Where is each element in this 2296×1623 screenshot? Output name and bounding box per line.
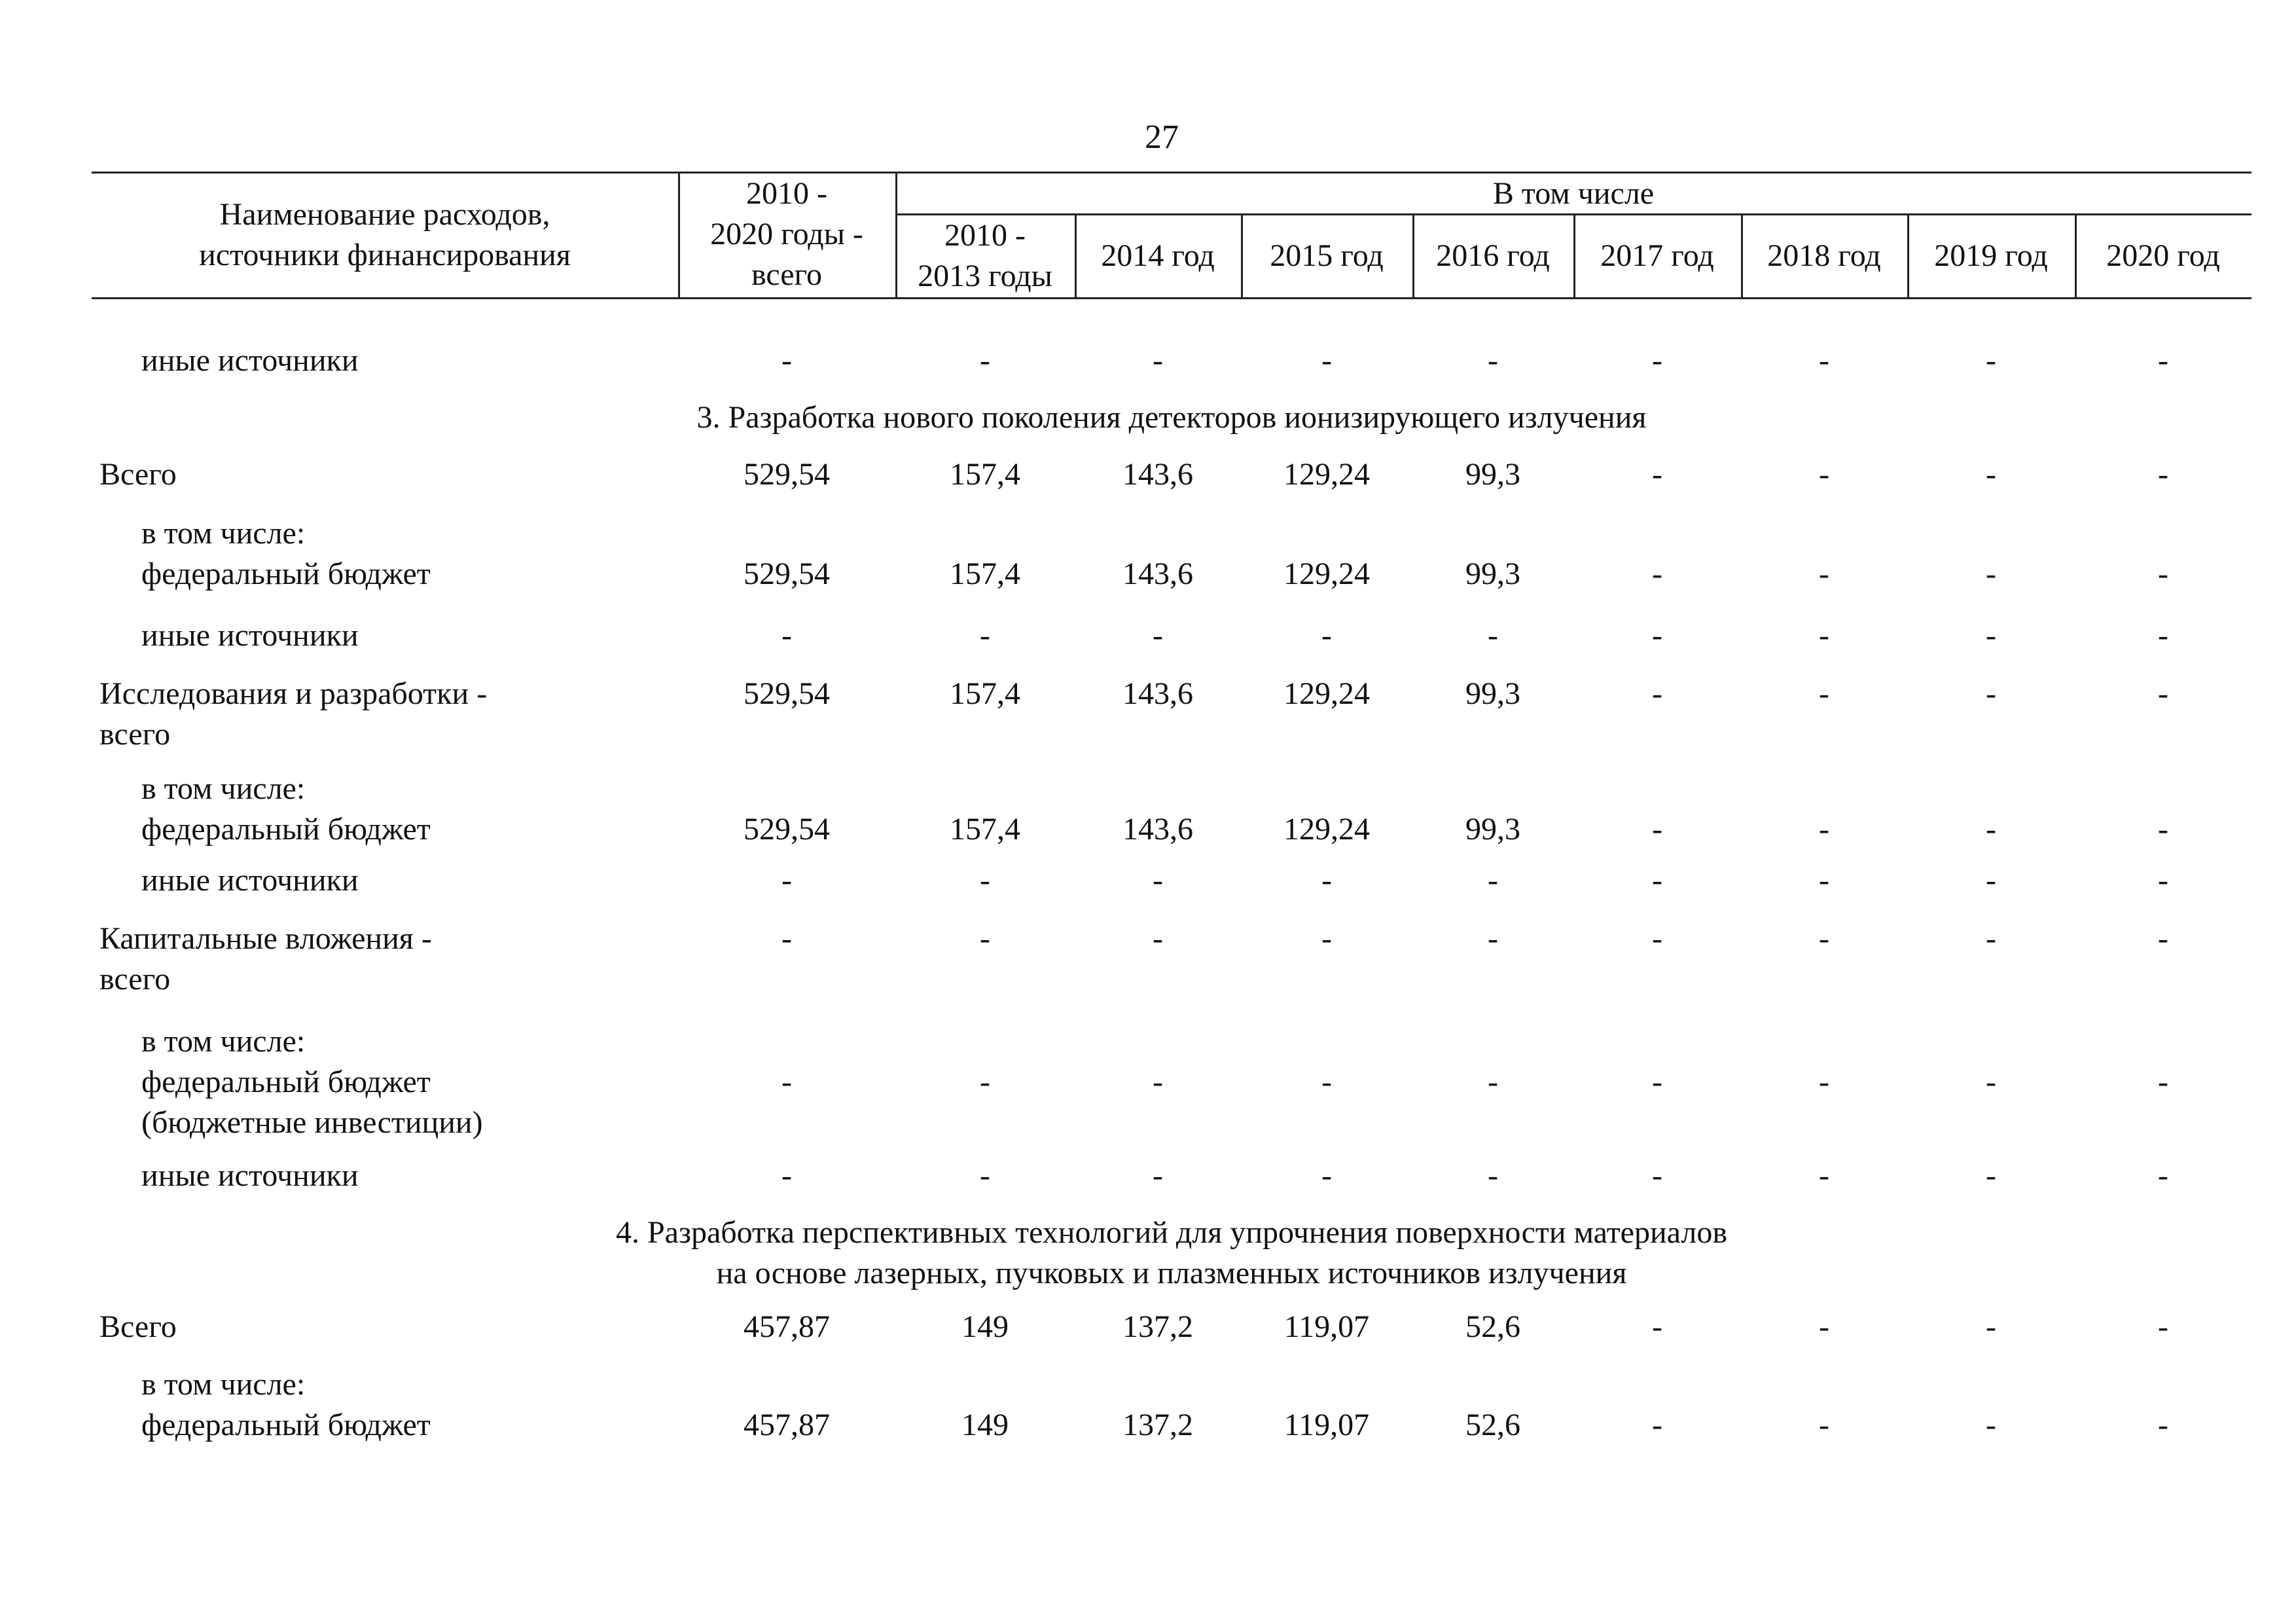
row-label: [141, 1364, 431, 1446]
value-cell: -: [1986, 1158, 1996, 1193]
value-cell: 99,3: [1465, 457, 1520, 492]
value-cell: -: [1986, 676, 1996, 711]
value-cell: -: [1986, 1309, 1996, 1344]
value-cell: 529,54: [744, 812, 830, 847]
header-year-cell: 2014 год: [1101, 238, 1215, 273]
value-cell: -: [781, 921, 792, 956]
row-label: [141, 513, 431, 594]
value-cell: 119,07: [1283, 1408, 1370, 1442]
header-year-cell: 2020 год: [2106, 238, 2220, 273]
value-cell: 143,6: [1122, 457, 1193, 492]
row-label: [141, 769, 431, 850]
header-year-cell: 2018 год: [1767, 238, 1881, 273]
value-cell: 157,4: [950, 556, 1020, 591]
value-cell: -: [1488, 863, 1498, 898]
row-label: [141, 340, 359, 381]
value-cell: -: [1819, 618, 1829, 653]
value-cell: -: [1153, 921, 1163, 956]
value-cell: -: [1819, 457, 1829, 492]
value-cell: -: [2158, 618, 2168, 653]
value-cell: -: [1819, 1309, 1829, 1344]
value-cell: -: [1652, 618, 1662, 653]
value-cell: -: [980, 921, 990, 956]
value-cell: -: [1652, 1065, 1662, 1099]
value-cell: -: [980, 343, 990, 378]
row-label-line: (бюджетные инвестиции): [141, 1105, 483, 1140]
value-cell: -: [980, 863, 990, 898]
value-cell: -: [1986, 556, 1996, 591]
header-total-line: 2020 годы -: [710, 217, 863, 251]
section-heading-line: 3. Разработка нового поколения детекторов ионизирующего излучения: [696, 400, 1647, 435]
value-cell: -: [980, 1158, 990, 1193]
row-label-line: иные источники: [141, 343, 359, 378]
value-cell: -: [1819, 1158, 1829, 1193]
header-year-cell: 2015 год: [1270, 238, 1384, 273]
value-cell: -: [1819, 812, 1829, 847]
value-cell: 149: [961, 1408, 1009, 1442]
row-label-line: федеральный бюджет: [141, 812, 431, 847]
value-cell: 52,6: [1465, 1408, 1520, 1442]
row-label-line: иные источники: [141, 1158, 359, 1193]
value-cell: -: [2158, 1065, 2168, 1099]
value-cell: -: [1652, 1408, 1662, 1442]
row-label-line: федеральный бюджет: [141, 1065, 431, 1099]
section-heading-line: на основе лазерных, пучковых и плазменных источников излучения: [716, 1256, 1627, 1290]
row-label: [99, 454, 177, 495]
value-cell: -: [1819, 676, 1829, 711]
value-cell: 99,3: [1465, 812, 1520, 847]
header-name-line: источники финансирования: [199, 238, 571, 272]
row-label-line: федеральный бюджет: [141, 556, 431, 591]
header-total-line: всего: [751, 257, 823, 292]
header-name-line: Наименование расходов,: [219, 197, 550, 232]
value-cell: -: [2158, 863, 2168, 898]
value-cell: 143,6: [1122, 556, 1193, 591]
value-cell: -: [2158, 457, 2168, 492]
value-cell: -: [1321, 1158, 1332, 1193]
value-cell: -: [1819, 1408, 1829, 1442]
value-cell: -: [1819, 863, 1829, 898]
value-cell: 457,87: [744, 1408, 830, 1442]
section-heading: [92, 1213, 2251, 1294]
value-cell: -: [1819, 556, 1829, 591]
row-label: [99, 919, 432, 1000]
value-cell: 157,4: [950, 812, 1020, 847]
value-cell: -: [980, 1065, 990, 1099]
value-cell: 129,24: [1283, 676, 1370, 711]
row-label-line: в том числе:: [141, 1367, 306, 1402]
value-cell: -: [781, 343, 792, 378]
value-cell: -: [1153, 1158, 1163, 1193]
value-cell: -: [1321, 618, 1332, 653]
value-cell: -: [1986, 618, 1996, 653]
row-label-line: в том числе:: [141, 516, 306, 551]
page-number: 27: [1145, 119, 1179, 156]
value-cell: -: [1488, 921, 1498, 956]
value-cell: 129,24: [1283, 457, 1370, 492]
value-cell: 157,4: [950, 676, 1020, 711]
value-cell: -: [1488, 343, 1498, 378]
value-cell: -: [1986, 921, 1996, 956]
row-label-line: иные источники: [141, 618, 359, 653]
value-cell: 529,54: [744, 676, 830, 711]
row-label-line: в том числе:: [141, 1024, 306, 1059]
value-cell: -: [1153, 343, 1163, 378]
header-year-cell: 2016 год: [1436, 238, 1550, 273]
value-cell: -: [1153, 618, 1163, 653]
value-cell: 457,87: [744, 1309, 830, 1344]
section-heading-line: 4. Разработка перспективных технологий для упрочнения поверхности материалов: [615, 1215, 1728, 1250]
row-label: [141, 1021, 483, 1143]
value-cell: -: [1819, 921, 1829, 956]
value-cell: 137,2: [1122, 1408, 1193, 1442]
row-label-line: Исследования и разработки -: [99, 676, 488, 711]
value-cell: 99,3: [1465, 676, 1520, 711]
row-label-line: Всего: [99, 457, 177, 492]
value-cell: 129,24: [1283, 812, 1370, 847]
value-cell: 143,6: [1122, 812, 1193, 847]
value-cell: -: [1652, 863, 1662, 898]
value-cell: -: [2158, 1158, 2168, 1193]
header-bottom-rule: [92, 297, 2251, 299]
value-cell: -: [2158, 812, 2168, 847]
row-label-line: всего: [99, 962, 171, 996]
row-label-line: Капитальные вложения -: [99, 921, 432, 956]
row-label-line: в том числе:: [141, 771, 306, 806]
value-cell: -: [980, 618, 990, 653]
value-cell: -: [1986, 457, 1996, 492]
value-cell: -: [1153, 1065, 1163, 1099]
value-cell: -: [1652, 457, 1662, 492]
value-cell: -: [1652, 1309, 1662, 1344]
header-group-cell: В том числе: [1492, 176, 1655, 211]
value-cell: -: [1321, 343, 1332, 378]
row-label-line: Всего: [99, 1309, 177, 1344]
row-label: [141, 1156, 359, 1196]
header-total-cell: [678, 173, 895, 295]
header-year-cell: 2019 год: [1934, 238, 2048, 273]
row-label-line: иные источники: [141, 863, 359, 898]
header-total-line: 2010 -: [746, 176, 827, 211]
value-cell: -: [1321, 921, 1332, 956]
value-cell: -: [1986, 343, 1996, 378]
value-cell: 137,2: [1122, 1309, 1193, 1344]
row-label-line: федеральный бюджет: [141, 1408, 431, 1442]
value-cell: 129,24: [1283, 556, 1370, 591]
value-cell: -: [1986, 1408, 1996, 1442]
value-cell: 529,54: [744, 457, 830, 492]
value-cell: -: [1652, 343, 1662, 378]
value-cell: -: [1488, 618, 1498, 653]
value-cell: -: [2158, 676, 2168, 711]
section-heading: [92, 397, 2251, 438]
value-cell: -: [1488, 1065, 1498, 1099]
value-cell: -: [1652, 812, 1662, 847]
row-label: [141, 615, 359, 656]
row-label: [99, 674, 487, 755]
value-cell: -: [1819, 1065, 1829, 1099]
header-year-line: 2010 -: [944, 218, 1026, 253]
value-cell: -: [1652, 556, 1662, 591]
value-cell: -: [2158, 343, 2168, 378]
header-year-line: 2013 годы: [918, 259, 1052, 293]
value-cell: 99,3: [1465, 556, 1520, 591]
value-cell: 119,07: [1283, 1309, 1370, 1344]
value-cell: 149: [961, 1309, 1009, 1344]
value-cell: -: [1488, 1158, 1498, 1193]
value-cell: -: [781, 1065, 792, 1099]
value-cell: -: [1652, 676, 1662, 711]
value-cell: -: [1321, 1065, 1332, 1099]
row-label: [141, 860, 359, 901]
header-name-cell: [92, 194, 678, 276]
value-cell: -: [1819, 343, 1829, 378]
value-cell: 157,4: [950, 457, 1020, 492]
value-cell: -: [781, 618, 792, 653]
value-cell: -: [1986, 863, 1996, 898]
value-cell: 52,6: [1465, 1309, 1520, 1344]
header-year-cell: 2017 год: [1600, 238, 1714, 273]
value-cell: -: [1652, 1158, 1662, 1193]
value-cell: 143,6: [1122, 676, 1193, 711]
value-cell: -: [2158, 556, 2168, 591]
value-cell: -: [1652, 921, 1662, 956]
value-cell: -: [781, 1158, 792, 1193]
value-cell: -: [2158, 921, 2168, 956]
value-cell: 529,54: [744, 556, 830, 591]
row-label: [99, 1307, 177, 1347]
row-label-line: всего: [99, 717, 171, 752]
value-cell: -: [2158, 1309, 2168, 1344]
value-cell: -: [1153, 863, 1163, 898]
value-cell: -: [2158, 1408, 2168, 1442]
value-cell: -: [1986, 1065, 1996, 1099]
value-cell: -: [781, 863, 792, 898]
value-cell: -: [1321, 863, 1332, 898]
value-cell: -: [1986, 812, 1996, 847]
header-year-cell: [895, 215, 1075, 297]
